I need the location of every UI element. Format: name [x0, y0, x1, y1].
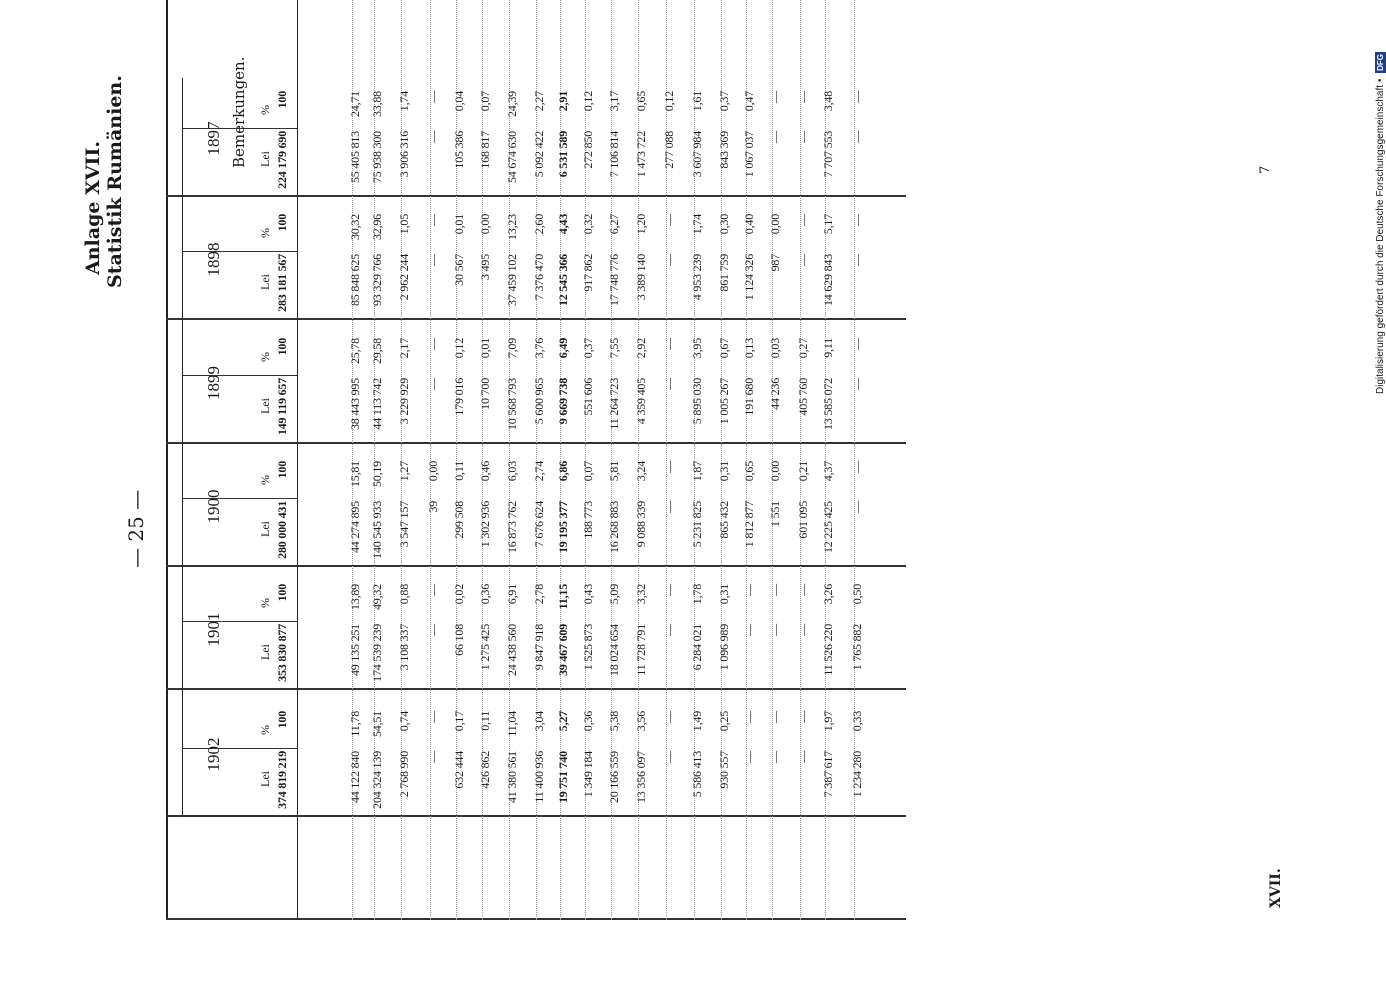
table-cell-lei: 3 906 316	[397, 131, 411, 178]
table-cell-lei: 1 812 877	[742, 501, 756, 548]
table-cell-percent: 0,12	[452, 338, 466, 359]
table-cell-lei: 5 231 825	[690, 501, 704, 548]
year-header: 1900	[204, 489, 223, 524]
table-cell-percent: 0,21	[796, 461, 810, 482]
table-cell-lei: 426 862	[478, 751, 492, 789]
table-cell-lei: 5 895 030	[690, 378, 704, 425]
table-cell-percent: 2,74	[532, 461, 546, 482]
table-cell-percent: 5,17	[821, 214, 835, 235]
table-cell-percent: —	[662, 338, 676, 350]
table-cell-lei: 632 444	[452, 751, 466, 789]
table-cell-lei: 39 467 609	[556, 624, 570, 677]
table-cell-percent: 0,67	[717, 338, 731, 359]
sub-header-percent: %	[258, 598, 272, 608]
table-cell-lei: 7 676 624	[532, 501, 546, 548]
table-cell-percent: 1,05	[397, 214, 411, 235]
table-cell-lei: 865 432	[717, 501, 731, 539]
table-cell-lei: 4 953 239	[690, 254, 704, 301]
table-cell-percent: —	[742, 584, 756, 596]
year-header-rule	[182, 197, 183, 320]
sub-header-lei: Lei	[258, 398, 272, 414]
table-cell-percent: 0,11	[452, 461, 466, 481]
table-cell-percent: 0,11	[478, 711, 492, 731]
table-cell-lei: 299 508	[452, 501, 466, 539]
table-cell-percent: —	[796, 584, 810, 596]
table-cell-percent: 3,04	[532, 711, 546, 732]
year-header: 1902	[204, 737, 223, 772]
sub-header-lei: Lei	[258, 644, 272, 660]
sub-header-lei: Lei	[258, 771, 272, 787]
table-cell-percent: 11,15	[556, 584, 570, 610]
subcolumn-divider	[182, 128, 297, 129]
table-cell-percent: 32,96	[370, 214, 384, 241]
table-cell-percent: —	[742, 711, 756, 723]
table-cell-percent: 11,78	[348, 711, 362, 737]
year-header: 1901	[204, 612, 223, 647]
table-cell-lei: —	[742, 624, 756, 636]
table-cell-percent: 0,50	[850, 584, 864, 605]
table-cell-lei: 1 349 184	[581, 751, 595, 798]
table-cell-lei: 13 356 097	[634, 751, 648, 804]
table-cell-lei: 38 443 995	[348, 378, 362, 431]
table-cell-percent: 3,48	[821, 91, 835, 112]
table-cell-lei: 9 088 339	[634, 501, 648, 548]
table-cell-lei: —	[662, 378, 676, 390]
table-cell-percent: 1,74	[397, 91, 411, 112]
table-cell-lei: 12 225 425	[821, 501, 835, 554]
table-cell-lei: 3 108 337	[397, 624, 411, 671]
table-cell-percent: 100	[275, 584, 289, 602]
table-cell-lei: 2 962 244	[397, 254, 411, 301]
year-header-rule	[182, 444, 183, 567]
table-cell-lei: 44 113 742	[370, 378, 384, 430]
table-cell-lei: —	[850, 254, 864, 266]
table-cell-lei: 277 088	[662, 131, 676, 169]
table-cell-lei: —	[796, 254, 810, 266]
table-cell-percent: —	[426, 584, 440, 596]
table-cell-lei: 30 567	[452, 254, 466, 286]
table-cell-lei: 204 324 139	[370, 751, 384, 809]
table-cell-lei: 55 405 813	[348, 131, 362, 184]
table-cell-percent: 1,49	[690, 711, 704, 732]
table-cell-percent: —	[426, 711, 440, 723]
table-cell-percent: 3,24	[634, 461, 648, 482]
table-cell-percent: 6,27	[607, 214, 621, 235]
table-cell-lei: 12 545 366	[556, 254, 570, 307]
table-cell-percent: 0,00	[478, 214, 492, 235]
table-cell-percent: 24,39	[505, 91, 519, 118]
table-cell-lei: —	[768, 751, 782, 763]
subcolumn-divider	[182, 498, 297, 499]
table-cell-lei: 1 765 882	[850, 624, 864, 671]
sub-header-percent: %	[258, 725, 272, 735]
table-cell-percent: 0,04	[452, 91, 466, 112]
table-cell-lei: 1 525 873	[581, 624, 595, 671]
table-cell-lei: 179 016	[452, 378, 466, 416]
table-cell-percent: 6,91	[505, 584, 519, 605]
table-cell-percent: 29,58	[370, 338, 384, 365]
table-cell-percent: 1,61	[690, 91, 704, 112]
table-cell-lei: 140 545 933	[370, 501, 384, 559]
year-header-rule	[182, 78, 183, 197]
digitization-note	[1375, 52, 1386, 394]
table-cell-lei: —	[662, 624, 676, 636]
table-cell-lei: 843 369	[717, 131, 731, 169]
table-cell-lei: 1 124 326	[742, 254, 756, 301]
table-cell-lei: —	[426, 624, 440, 636]
table-cell-percent: 11,04	[505, 711, 519, 737]
table-cell-lei: 149 119 657	[275, 378, 289, 436]
table-cell-lei: 224 179 690	[275, 131, 289, 189]
table-cell-lei: 5 600 965	[532, 378, 546, 425]
table-cell-lei: —	[742, 751, 756, 763]
table-cell-lei: 16 268 883	[607, 501, 621, 554]
table-cell-percent: 4,43	[556, 214, 570, 235]
table-cell-percent: 2,27	[532, 91, 546, 112]
table-cell-lei: 19 195 377	[556, 501, 570, 554]
table-cell-lei: 19 751 740	[556, 751, 570, 804]
table-cell-lei: 11 400 936	[532, 751, 546, 803]
table-cell-percent: 7,55	[607, 338, 621, 359]
table-cell-percent: —	[662, 711, 676, 723]
table-cell-percent: 100	[275, 461, 289, 479]
table-cell-lei: —	[426, 254, 440, 266]
table-cell-percent: 0,02	[452, 584, 466, 605]
table-cell-lei: —	[662, 501, 676, 513]
table-cell-percent: 100	[275, 711, 289, 729]
table-cell-percent: 24,71	[348, 91, 362, 118]
table-cell-percent: —	[796, 91, 810, 103]
table-cell-percent: —	[796, 214, 810, 226]
dfg-logo: DFG	[1376, 53, 1385, 71]
sub-header-lei: Lei	[258, 151, 272, 167]
table-cell-percent: 0,25	[717, 711, 731, 732]
table-cell-lei: 20 166 559	[607, 751, 621, 804]
page-number: — 25 —	[124, 489, 148, 568]
table-cell-lei: 85 848 625	[348, 254, 362, 307]
table-cell-lei: 551 606	[581, 378, 595, 416]
table-cell-percent: 0,88	[397, 584, 411, 605]
table-cell-lei: 24 438 560	[505, 624, 519, 677]
table-cell-percent: 0,65	[742, 461, 756, 482]
table-cell-lei: 7 376 470	[532, 254, 546, 301]
table-cell-percent: 2,60	[532, 214, 546, 235]
table-cell-percent: 0,03	[768, 338, 782, 359]
table-cell-percent: 2,91	[556, 91, 570, 112]
table-cell-lei: 41 380 561	[505, 751, 519, 804]
table-cell-lei: 3 547 157	[397, 501, 411, 548]
table-cell-lei: 917 862	[581, 254, 595, 292]
table-cell-lei: —	[662, 254, 676, 266]
table-cell-percent: 0,00	[768, 214, 782, 235]
table-cell-lei: —	[850, 378, 864, 390]
table-cell-percent: 0,30	[717, 214, 731, 235]
table-cell-percent: —	[768, 584, 782, 596]
table-cell-percent: 0,37	[581, 338, 595, 359]
table-cell-lei: —	[850, 131, 864, 143]
table-cell-percent: 1,27	[397, 461, 411, 482]
table-cell-lei: 1 302 936	[478, 501, 492, 548]
table-cell-percent: 54,51	[370, 711, 384, 738]
table-cell-lei: 18 024 654	[607, 624, 621, 677]
table-cell-lei: 13 585 072	[821, 378, 835, 431]
table-cell-lei: 1 473 722	[634, 131, 648, 178]
table-cell-percent: 5,81	[607, 461, 621, 482]
table-cell-lei: 1 275 425	[478, 624, 492, 671]
table-cell-lei: 374 819 219	[275, 751, 289, 809]
table-cell-percent: 0,46	[478, 461, 492, 482]
table-cell-lei: —	[426, 131, 440, 143]
table-cell-lei: 272 850	[581, 131, 595, 169]
table-cell-lei: 93 329 766	[370, 254, 384, 307]
table-cell-lei: 1 005 267	[717, 378, 731, 425]
table-cell-lei: 11 526 220	[821, 624, 835, 676]
table-cell-percent: —	[426, 91, 440, 103]
table-cell-percent: —	[796, 711, 810, 723]
sub-header-percent: %	[258, 228, 272, 238]
table-cell-percent: 1,78	[690, 584, 704, 605]
table-cell-lei: 10 568 793	[505, 378, 519, 431]
table-cell-percent: 0,36	[478, 584, 492, 605]
table-cell-lei: 9 669 738	[556, 378, 570, 425]
corner-number: 7	[1258, 165, 1273, 174]
table-cell-percent: 13,23	[505, 214, 519, 241]
table-cell-lei: —	[796, 751, 810, 763]
table-cell-lei: —	[426, 751, 440, 763]
table-cell-percent: 0,12	[581, 91, 595, 112]
table-cell-lei: 39	[426, 501, 440, 513]
table-cell-lei: —	[796, 624, 810, 636]
table-cell-percent: 0,07	[581, 461, 595, 482]
table-cell-percent: 25,78	[348, 338, 362, 365]
table-cell-lei: 37 459 102	[505, 254, 519, 307]
table-cell-percent: 1,74	[690, 214, 704, 235]
table-cell-percent: —	[768, 91, 782, 103]
table-cell-percent: 1,20	[634, 214, 648, 235]
table-cell-percent: —	[850, 461, 864, 473]
table-cell-percent: 3,95	[690, 338, 704, 359]
table-cell-percent: 6,86	[556, 461, 570, 482]
table-cell-percent: 100	[275, 214, 289, 232]
sub-header-percent: %	[258, 105, 272, 115]
table-cell-percent: 13,89	[348, 584, 362, 611]
table-cell-percent: 33,88	[370, 91, 384, 118]
header-rule	[297, 0, 298, 920]
table-cell-lei: 49 135 251	[348, 624, 362, 677]
appendix-title: Anlage XVII.	[82, 141, 104, 275]
footer-mark: XVII.	[1268, 868, 1284, 908]
table-cell-percent: 1,97	[821, 711, 835, 732]
table-cell-lei: 6 284 021	[690, 624, 704, 671]
sub-header-percent: %	[258, 475, 272, 485]
table-cell-percent: 0,43	[581, 584, 595, 605]
table-cell-percent: 100	[275, 338, 289, 356]
table-cell-lei: 987	[768, 254, 782, 272]
table-cell-percent: 9,11	[821, 338, 835, 358]
digitization-text: Digitalisierung gefördert durch die Deutsche Forschungsgemeinschaft •	[1375, 78, 1386, 394]
remarks-border	[166, 918, 306, 920]
table-cell-lei: 1 096 989	[717, 624, 731, 671]
table-cell-percent: 15,81	[348, 461, 362, 488]
table-cell-percent: —	[426, 214, 440, 226]
table-cell-percent: 5,09	[607, 584, 621, 605]
table-cell-percent: —	[662, 461, 676, 473]
table-cell-percent: 0,00	[426, 461, 440, 482]
year-header-rule	[182, 690, 183, 817]
table-cell-percent: 6,03	[505, 461, 519, 482]
table-cell-lei: 1 551	[768, 501, 782, 528]
table-cell-percent: 0,00	[768, 461, 782, 482]
table-cell-percent: 1,87	[690, 461, 704, 482]
table-cell-lei: 3 389 140	[634, 254, 648, 301]
table-cell-lei: 7 387 617	[821, 751, 835, 798]
table-cell-percent: 0,12	[662, 91, 676, 112]
table-cell-percent: 0,32	[581, 214, 595, 235]
table-cell-percent: —	[426, 338, 440, 350]
table-cell-lei: 1 234 280	[850, 751, 864, 798]
table-cell-lei: —	[426, 378, 440, 390]
table-cell-percent: —	[662, 584, 676, 596]
table-cell-lei: 2 768 990	[397, 751, 411, 798]
table-cell-lei: —	[796, 131, 810, 143]
table-cell-percent: 3,32	[634, 584, 648, 605]
table-cell-percent: 2,92	[634, 338, 648, 359]
table-cell-percent: 3,56	[634, 711, 648, 732]
table-cell-lei: 4 359 405	[634, 378, 648, 425]
table-outer-rule	[166, 0, 168, 920]
remarks-header: Bemerkungen.	[230, 56, 248, 168]
year-header: 1897	[204, 121, 223, 156]
year-header-rule	[182, 320, 183, 444]
table-cell-lei: 7 106 814	[607, 131, 621, 178]
table-cell-percent: —	[850, 214, 864, 226]
table-cell-lei: —	[662, 751, 676, 763]
table-cell-lei: 6 531 589	[556, 131, 570, 178]
table-cell-lei: 353 830 877	[275, 624, 289, 682]
digitization-strip	[1346, 14, 1384, 394]
table-cell-lei: 283 181 567	[275, 254, 289, 312]
table-cell-percent: 3,76	[532, 338, 546, 359]
table-cell-lei: 3 229 929	[397, 378, 411, 425]
table-cell-percent: 6,49	[556, 338, 570, 359]
table-cell-percent: 0,47	[742, 91, 756, 112]
table-cell-lei: 5 586 413	[690, 751, 704, 798]
table-cell-lei: 7 707 553	[821, 131, 835, 178]
table-cell-lei: 930 557	[717, 751, 731, 789]
table-cell-percent: 0,31	[717, 584, 731, 605]
table-cell-lei: 17 748 776	[607, 254, 621, 307]
table-cell-lei: 601 095	[796, 501, 810, 539]
table-cell-lei: 174 539 239	[370, 624, 384, 682]
table-cell-percent: 2,17	[397, 338, 411, 359]
table-cell-lei: 280 000 431	[275, 501, 289, 559]
table-cell-lei: 191 680	[742, 378, 756, 416]
table-cell-lei: 44 274 895	[348, 501, 362, 554]
sub-header-lei: Lei	[258, 274, 272, 290]
table-cell-percent: 0,01	[452, 214, 466, 235]
year-header-rule	[182, 567, 183, 690]
table-cell-percent: 0,13	[742, 338, 756, 359]
table-cell-percent: 2,78	[532, 584, 546, 605]
sub-header-lei: Lei	[258, 521, 272, 537]
table-cell-percent: 3,26	[821, 584, 835, 605]
table-cell-percent: 4,37	[821, 461, 835, 482]
table-cell-percent: 50,19	[370, 461, 384, 488]
subcolumn-divider	[182, 375, 297, 376]
subcolumn-divider	[182, 748, 297, 749]
table-cell-lei: 3 495	[478, 254, 492, 281]
table-cell-lei: 3 607 984	[690, 131, 704, 178]
table-cell-percent: 0,31	[717, 461, 731, 482]
table-cell-percent: 7,09	[505, 338, 519, 359]
table-cell-lei: —	[768, 624, 782, 636]
table-cell-percent: —	[662, 214, 676, 226]
table-cell-lei: 168 817	[478, 131, 492, 169]
year-header: 1898	[204, 242, 223, 277]
table-cell-lei: 188 773	[581, 501, 595, 539]
table-cell-percent: 0,33	[850, 711, 864, 732]
table-cell-percent: 0,17	[452, 711, 466, 732]
table-cell-percent: 49,32	[370, 584, 384, 611]
table-cell-percent: —	[850, 338, 864, 350]
table-cell-percent: 0,74	[397, 711, 411, 732]
table-cell-lei: —	[850, 501, 864, 513]
table-cell-lei: 44 236	[768, 378, 782, 410]
subcolumn-divider	[182, 251, 297, 252]
table-cell-lei: 861 759	[717, 254, 731, 292]
table-cell-percent: 100	[275, 91, 289, 109]
table-cell-lei: 44 122 840	[348, 751, 362, 804]
table-cell-lei: 10 700	[478, 378, 492, 410]
table-cell-percent: —	[768, 711, 782, 723]
table-cell-lei: 1 067 037	[742, 131, 756, 178]
table-cell-lei: 405 760	[796, 378, 810, 416]
table-cell-lei: —	[768, 131, 782, 143]
table-cell-percent: 0,01	[478, 338, 492, 359]
year-header: 1899	[204, 366, 223, 400]
table-cell-percent: 5,38	[607, 711, 621, 732]
table-cell-percent: 0,40	[742, 214, 756, 235]
table-cell-lei: 5 092 422	[532, 131, 546, 178]
table-cell-lei: 16 873 762	[505, 501, 519, 554]
table-cell-percent: 3,17	[607, 91, 621, 112]
table-cell-percent: 0,36	[581, 711, 595, 732]
table-cell-lei: 66 108	[452, 624, 466, 656]
table-cell-lei: 11 264 723	[607, 378, 621, 430]
table-cell-percent: 0,27	[796, 338, 810, 359]
table-cell-lei: 11 728 791	[634, 624, 648, 676]
table-cell-lei: 105 386	[452, 131, 466, 169]
table-cell-percent: 0,07	[478, 91, 492, 112]
table-cell-percent: 0,65	[634, 91, 648, 112]
statistics-title: Statistik Rumänien.	[104, 75, 126, 288]
table-cell-percent: 0,37	[717, 91, 731, 112]
subcolumn-divider	[182, 621, 297, 622]
table-cell-percent: 30,32	[348, 214, 362, 241]
table-cell-lei: 75 938 300	[370, 131, 384, 184]
table-cell-lei: 54 674 630	[505, 131, 519, 184]
table-cell-lei: 9 847 918	[532, 624, 546, 671]
table-cell-percent: —	[850, 91, 864, 103]
sub-header-percent: %	[258, 352, 272, 362]
table-cell-lei: 14 629 843	[821, 254, 835, 307]
table-cell-percent: 5,27	[556, 711, 570, 732]
